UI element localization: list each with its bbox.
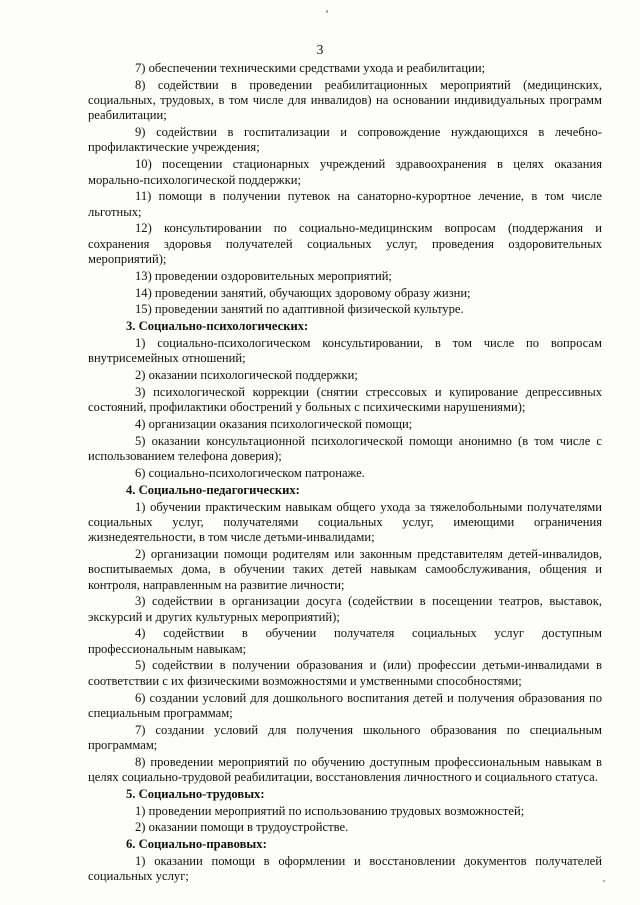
scan-speck xyxy=(603,880,605,882)
list-item: 2) оказании помощи в трудоустройстве. xyxy=(135,820,349,835)
list-item: 11) помощи в получении путевок на санаторно-курортное лечение, в том числе льготных; xyxy=(88,189,602,219)
list-item: 9) содействии в госпитализации и сопровождение нуждающихся в лечебно-профилактические учреждения; xyxy=(88,125,602,155)
list-item: 3) психологической коррекции (снятии стрессовых и купирование депрессивных состояний, профилактики обострений у больных с психическими нарушениями); xyxy=(88,384,602,415)
list-item: 7) создании условий для получения школьного образования по специальным программам; xyxy=(88,722,602,752)
scan-speck xyxy=(326,10,328,13)
list-item: 4) организации оказания психологической помощи; xyxy=(135,417,413,432)
section-heading: 4. Социально-педагогических: xyxy=(126,482,300,497)
list-item: 15) проведении занятий по адаптивной физической культуре. xyxy=(135,302,464,317)
list-item: 1) обучении практическим навыкам общего ухода за тяжелобольными получателями социальных услуг, получателями социальных услуг, имеющими ограничения жизнедеятельности, в том числе детьми-инвалидами; xyxy=(88,499,602,545)
list-item: 2) оказании психологической поддержки; xyxy=(135,368,358,383)
section-heading: 6. Социально-правовых: xyxy=(126,837,267,852)
list-item: 14) проведении занятий, обучающих здоровому образу жизни; xyxy=(135,285,471,300)
list-item: 5) оказании консультационной психологической помощи анонимно (в том числе с использованием телефона доверия); xyxy=(88,433,602,464)
list-item: 1) оказании помощи в оформлении и восстановлении документов получателей социальных услуг; xyxy=(88,854,602,884)
list-item: 8) проведении мероприятий по обучению доступным профессиональным навыкам в целях социально-трудовой реабилитации, восстановления личностного и социального статуса. xyxy=(88,754,602,785)
list-item: 7) обеспечении техническими средствами ухода и реабилитации; xyxy=(135,61,486,75)
list-item: 6) социально-психологическом патронаже. xyxy=(135,465,365,480)
list-item: 2) организации помощи родителям или законным представителям детей-инвалидов, воспитываемых дома, в обучении таких детей навыкам самообслуживания, общения и контроля, направленным на развитие личности; xyxy=(88,546,602,592)
list-item: 13) проведении оздоровительных мероприятий; xyxy=(135,268,392,283)
page-number: 3 xyxy=(316,42,324,57)
list-item: 6) создании условий для дошкольного воспитания детей и получения образования по специальным программам; xyxy=(88,690,602,720)
list-item: 1) проведении мероприятий по использованию трудовых возможностей; xyxy=(135,803,525,818)
list-item: 3) содействии в организации досуга (содействии в посещении театров, выставок, экскурсий и других культурных мероприятий); xyxy=(88,594,602,624)
list-item: 10) посещении стационарных учреждений здравоохранения в целях оказания морально-психологической поддержки; xyxy=(88,157,602,187)
section-heading: 3. Социально-психологических: xyxy=(126,319,309,334)
list-item: 4) содействии в обучении получателя социальных услуг доступным профессиональным навыкам; xyxy=(88,626,602,656)
list-item: 5) содействии в получении образования и (или) профессии детьми-инвалидами в соответствии с их физическими возможностями и умственными способностями; xyxy=(88,658,602,688)
list-item: 12) консультировании по социально-медицинским вопросам (поддержания и сохранения здоровья получателей социальных услуг, проведения оздоровительных мероприятий); xyxy=(88,221,602,267)
list-item: 1) социально-психологическом консультировании, в том числе по вопросам внутрисемейных отношений; xyxy=(88,336,602,366)
section-heading: 5. Социально-трудовых: xyxy=(126,786,265,801)
list-item: 8) содействии в проведении реабилитационных мероприятий (медицинских, социальных, трудовых, в том числе для инвалидов) на основании индивидуальных программ реабилитации; xyxy=(88,77,602,123)
document-body xyxy=(88,61,602,886)
